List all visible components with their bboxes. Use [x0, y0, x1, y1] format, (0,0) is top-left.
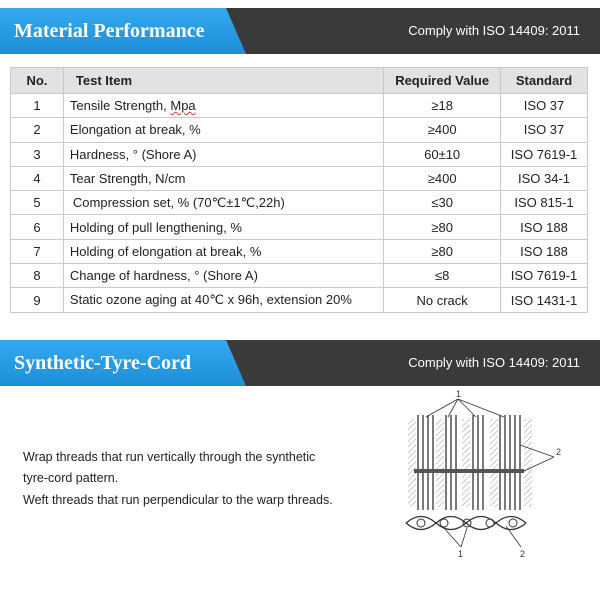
row-no: 7 [11, 239, 64, 263]
section-banner-tyre-cord [0, 340, 600, 386]
row-standard: ISO 7619-1 [501, 264, 588, 288]
header-no: No. [11, 68, 64, 94]
row-no: 9 [11, 288, 64, 312]
row-required-value: ≥80 [384, 239, 501, 263]
row-no: 1 [11, 94, 64, 118]
row-no: 8 [11, 264, 64, 288]
row-test-item: Hardness, ° (Shore A) [63, 142, 383, 166]
table-header-row [11, 68, 588, 94]
label-weft-right: 2 [556, 447, 562, 457]
row-no: 3 [11, 142, 64, 166]
row-no: 6 [11, 215, 64, 239]
row-standard: ISO 815-1 [501, 191, 588, 215]
comply-note: Comply with ISO 14409: 2011 [408, 355, 580, 370]
row-test-item: Holding of elongation at break, % [63, 239, 383, 263]
row-required-value: No crack [384, 288, 501, 312]
table-row [11, 142, 588, 166]
row-test-item: Holding of pull lengthening, % [63, 215, 383, 239]
label-warp-top: 1 [456, 389, 462, 399]
table-row [11, 264, 588, 288]
section-title: Material Performance [14, 20, 205, 42]
row-standard: ISO 37 [501, 94, 588, 118]
row-no: 2 [11, 118, 64, 142]
row-required-value: ≤30 [384, 191, 501, 215]
row-standard: ISO 7619-1 [501, 142, 588, 166]
description-line: Weft threads that run perpendicular to the warp threads. [23, 493, 333, 507]
item-text: Tensile Strength, [69, 98, 171, 114]
performance-table [10, 67, 588, 313]
header-required-value: Required Value [384, 68, 501, 94]
row-required-value: ≥18 [384, 94, 501, 118]
table-row [11, 191, 588, 215]
row-standard: ISO 34-1 [501, 166, 588, 190]
cross-section [406, 517, 526, 530]
comply-note: Comply with ISO 14409: 2011 [408, 23, 580, 38]
description-line: Wrap threads that run vertically through the synthetic [23, 450, 316, 464]
row-required-value: ≥400 [384, 118, 501, 142]
row-standard: ISO 188 [501, 239, 588, 263]
section-banner-material [0, 8, 600, 54]
row-test-item: Change of hardness, ° (Shore A) [63, 264, 383, 288]
row-required-value: ≤8 [384, 264, 501, 288]
label-warp-bottom: 1 [458, 549, 464, 559]
row-test-item: Static ozone aging at 40℃ x 96h, extension 20% [63, 288, 383, 312]
weft-thread [414, 469, 524, 473]
description-line: tyre-cord pattern. [23, 471, 119, 485]
rubber-hatch [408, 419, 532, 507]
row-standard: ISO 37 [501, 118, 588, 142]
row-test-item: Compression set, % (70℃±1℃,22h) [63, 191, 383, 215]
header-standard: Standard [501, 68, 588, 94]
table-row [11, 94, 588, 118]
item-unit: Mpa [170, 98, 196, 114]
row-no: 4 [11, 166, 64, 190]
table-row [11, 288, 588, 312]
row-test-item [63, 94, 383, 118]
table-row [11, 118, 588, 142]
table-row [11, 215, 588, 239]
row-required-value: ≥400 [384, 166, 501, 190]
row-standard: ISO 188 [501, 215, 588, 239]
row-test-item: Elongation at break, % [63, 118, 383, 142]
row-test-item: Tear Strength, N/cm [63, 166, 383, 190]
row-standard: ISO 1431-1 [501, 288, 588, 312]
row-required-value: 60±10 [384, 142, 501, 166]
label-weft-bottom: 2 [520, 549, 526, 559]
row-required-value: ≥80 [384, 215, 501, 239]
table-row [11, 239, 588, 263]
tyre-cord-diagram [396, 385, 576, 560]
header-test-item: Test Item [63, 68, 383, 94]
section-title: Synthetic-Tyre-Cord [14, 352, 192, 374]
row-no: 5 [11, 191, 64, 215]
table-row [11, 166, 588, 190]
